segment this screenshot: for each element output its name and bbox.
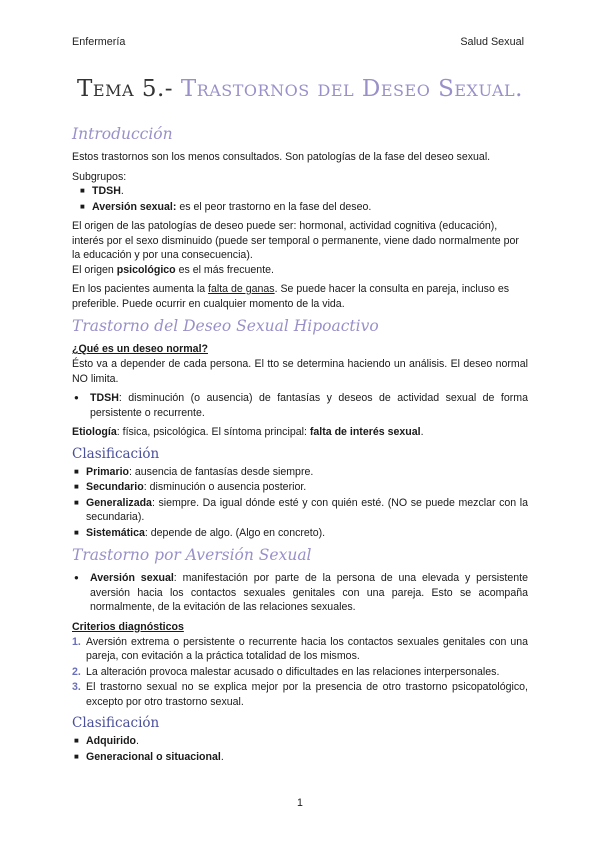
subgroup-text: . xyxy=(120,185,124,197)
subgroup-item xyxy=(78,200,528,215)
aversion-definition-list xyxy=(72,571,528,615)
classification-item xyxy=(72,750,528,765)
bold-term: Aversión sexual xyxy=(90,572,174,584)
tdsh-definition xyxy=(72,391,528,420)
text-span: : depende de algo. (Algo en concreto). xyxy=(144,526,326,539)
bold-term: psicológico xyxy=(116,263,176,276)
text-span: es el más frecuente. xyxy=(175,263,274,276)
text-span: . xyxy=(420,426,424,438)
intro-paragraph-1: Estos trastornos son los menos consultados. Son patologías de la fase del deseo sexual. xyxy=(72,151,491,163)
classification-item xyxy=(72,496,528,525)
bold-term: Generacional o situacional xyxy=(86,750,221,763)
subgroup-term: Aversión sexual: xyxy=(92,200,177,213)
page-title xyxy=(0,76,600,102)
text-span: Aversión extrema o persistente o recurrente hacia los contactos sexuales genitales con una pareja, con evitación a la práctica totalidad de los mismos. xyxy=(86,635,528,662)
criteria-list xyxy=(72,635,528,710)
subgroups-label: Subgrupos: xyxy=(72,170,127,183)
intro-heading: Introducción xyxy=(72,125,173,143)
tdsh-classification-heading: Clasificación xyxy=(72,445,160,462)
bold-term: Sistemática xyxy=(86,526,145,539)
criterion-number: 1. xyxy=(72,635,81,648)
aversion-definition xyxy=(72,571,528,615)
text-span: : siempre. Da igual dónde esté y con quién esté. (NO se puede mezclar con la secundaria). xyxy=(86,496,528,523)
text-span: El trastorno sexual no se explica mejor por la presencia de otro trastorno psicopatológico, excepto por otro trastorno sexual. xyxy=(86,681,528,708)
title-number: Tema 5.- xyxy=(77,76,174,102)
text-span: . xyxy=(136,735,139,747)
text-span: . xyxy=(220,750,224,763)
title-text: Trastornos del Deseo Sexual. xyxy=(173,76,523,102)
intro-paragraph-2: El origen de las patologías de deseo puede ser: hormonal, actividad cognitiva (educación), interés por el sexo disminuido (puede ser temporal o permanente, viene dado normalmente por la educación y por una consecuencia). xyxy=(72,220,519,261)
text-span: . Se puede hacer la consulta en pareja, incluso es preferible. Puede ocurrir en cualquier momento de la vida. xyxy=(72,283,510,310)
page-number: 1 xyxy=(297,797,303,809)
aversion-classification-heading: Clasificación xyxy=(72,715,160,731)
aversion-heading: Trastorno por Aversión Sexual xyxy=(72,546,312,564)
normal-desire-text: Ésto va a depender de cada persona. El tto se determina haciendo un análisis. El deseo normal NO limita. xyxy=(72,358,528,385)
header-left: Enfermería xyxy=(72,36,126,48)
criterion-number: 3. xyxy=(72,681,81,693)
normal-desire-question: ¿Qué es un deseo normal? xyxy=(72,343,208,355)
criterion-item xyxy=(72,635,528,664)
classification-item xyxy=(72,734,528,749)
subgroup-text: es el peor trastorno en la fase del deseo. xyxy=(176,200,372,213)
bold-term: Primario xyxy=(86,465,129,478)
bold-term: TDSH xyxy=(90,392,119,404)
text-span: : física, psicológica. El síntoma principal: xyxy=(116,426,310,438)
bold-term: Secundario xyxy=(86,481,144,493)
bold-term: Generalizada xyxy=(86,496,152,509)
criterion-item xyxy=(72,680,528,709)
aversion-classification-list xyxy=(72,734,528,764)
classification-item xyxy=(72,480,528,495)
subgroup-term: TDSH xyxy=(92,185,121,197)
bold-term: falta de interés sexual xyxy=(309,426,421,438)
document-body xyxy=(72,120,528,769)
bold-term: Adquirido xyxy=(86,735,137,747)
classification-item xyxy=(72,526,528,541)
tdsh-classification-list xyxy=(72,465,528,541)
intro-paragraph-4 xyxy=(72,282,528,311)
text-span: : disminución (o ausencia) de fantasías y deseos de actividad sexual de forma persistente o recurrente. xyxy=(90,392,528,419)
criterion-number: 2. xyxy=(72,665,81,678)
criteria-heading: Criterios diagnósticos xyxy=(72,620,184,633)
text-span: : ausencia de fantasías desde siempre. xyxy=(128,465,314,478)
text-span: : disminución o ausencia posterior. xyxy=(143,481,307,493)
subgroup-item xyxy=(78,184,528,199)
subgroups-list xyxy=(72,184,528,214)
header-right: Salud Sexual xyxy=(460,36,524,48)
classification-item xyxy=(72,465,528,480)
text-span: : manifestación por parte de la persona de una elevada y persistente aversión hacia los contactos sexuales genitales con una pareja. Esto se acompaña normalmente, de la evitación de las relaciones sexuales. xyxy=(90,572,528,613)
text-span: La alteración provoca malestar acusado o dificultades en las relaciones interpersonales. xyxy=(86,665,500,678)
tdsh-definition-list xyxy=(72,391,528,420)
bold-term: Etiología xyxy=(72,426,117,438)
underlined-term: falta de ganas xyxy=(208,283,275,295)
intro-paragraph-3 xyxy=(72,263,528,278)
tdsh-heading: Trastorno del Deseo Sexual Hipoactivo xyxy=(72,317,379,335)
text-span: El origen xyxy=(72,263,117,276)
text-span: En los pacientes aumenta la xyxy=(72,283,209,295)
criterion-item xyxy=(72,665,528,680)
etiology-paragraph xyxy=(72,425,528,440)
